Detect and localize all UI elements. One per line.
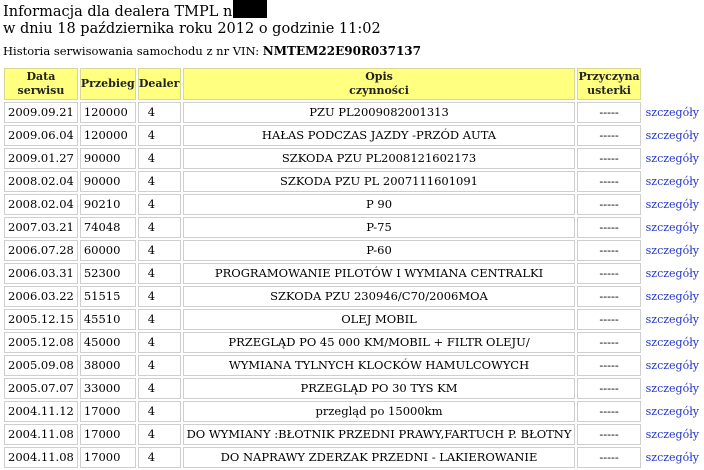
cell-dealer: 4 [138, 401, 181, 422]
details-link[interactable]: szczegóły [645, 290, 699, 303]
redacted-block [233, 0, 267, 18]
cell-dealer: 4 [138, 148, 181, 169]
cell-description: PRZEGLĄD PO 45 000 KM/MOBIL + FILTR OLEJU/ [183, 332, 576, 353]
col-header-dealer: Dealer [138, 68, 181, 100]
col-header-mileage: Przebieg [80, 68, 136, 100]
cell-dealer: 4 [138, 217, 181, 238]
cell-description: P-75 [183, 217, 576, 238]
cell-dealer: 4 [138, 263, 181, 284]
cell-date: 2005.07.07 [4, 378, 78, 399]
table-row [4, 217, 702, 238]
col-header-cause: Przyczyna usterki [577, 68, 640, 100]
cell-dealer: 4 [138, 286, 181, 307]
cell-mileage: 17000 [80, 424, 136, 445]
cell-details [643, 332, 702, 353]
cell-date: 2006.07.28 [4, 240, 78, 261]
cell-mileage: 90000 [80, 148, 136, 169]
cell-mileage: 120000 [80, 102, 136, 123]
cell-cause: ----- [577, 148, 640, 169]
cell-description: SZKODA PZU PL2008121602173 [183, 148, 576, 169]
table-row [4, 194, 702, 215]
cell-cause: ----- [577, 194, 640, 215]
history-label: Historia serwisowania samochodu z nr VIN: [3, 44, 263, 58]
cell-cause: ----- [577, 447, 640, 468]
details-link[interactable]: szczegóły [645, 152, 699, 165]
details-link[interactable]: szczegóły [645, 359, 699, 372]
cell-details [643, 263, 702, 284]
cell-description: SZKODA PZU PL 2007111601091 [183, 171, 576, 192]
cell-details [643, 378, 702, 399]
col-header-link [643, 68, 702, 100]
cell-dealer: 4 [138, 240, 181, 261]
cell-description: DO WYMIANY :BŁOTNIK PRZEDNI PRAWY,FARTUCH P. BŁOTNY [183, 424, 576, 445]
cell-date: 2005.09.08 [4, 355, 78, 376]
cell-cause: ----- [577, 263, 640, 284]
details-link[interactable]: szczegóły [645, 451, 699, 464]
details-link[interactable]: szczegóły [645, 382, 699, 395]
cell-date: 2008.02.04 [4, 171, 78, 192]
cell-cause: ----- [577, 171, 640, 192]
table-row [4, 309, 702, 330]
details-link[interactable]: szczegóły [645, 221, 699, 234]
cell-cause: ----- [577, 240, 640, 261]
table-header-row [4, 68, 702, 100]
cell-dealer: 4 [138, 355, 181, 376]
details-link[interactable]: szczegóły [645, 267, 699, 280]
details-link[interactable]: szczegóły [645, 428, 699, 441]
cell-dealer: 4 [138, 125, 181, 146]
table-row [4, 263, 702, 284]
cell-date: 2008.02.04 [4, 194, 78, 215]
cell-description: WYMIANA TYLNYCH KLOCKÓW HAMULCOWYCH [183, 355, 576, 376]
cell-mileage: 90000 [80, 171, 136, 192]
cell-mileage: 52300 [80, 263, 136, 284]
cell-details [643, 401, 702, 422]
cell-description: DO NAPRAWY ZDERZAK PRZEDNI - LAKIEROWANIE [183, 447, 576, 468]
cell-details [643, 217, 702, 238]
cell-mileage: 74048 [80, 217, 136, 238]
cell-date: 2004.11.08 [4, 447, 78, 468]
details-link[interactable]: szczegóły [645, 313, 699, 326]
cell-dealer: 4 [138, 332, 181, 353]
cell-mileage: 60000 [80, 240, 136, 261]
cell-cause: ----- [577, 378, 640, 399]
cell-date: 2009.09.21 [4, 102, 78, 123]
cell-date: 2007.03.21 [4, 217, 78, 238]
cell-date: 2005.12.15 [4, 309, 78, 330]
cell-cause: ----- [577, 355, 640, 376]
cell-date: 2005.12.08 [4, 332, 78, 353]
cell-mileage: 38000 [80, 355, 136, 376]
cell-description: PRZEGLĄD PO 30 TYS KM [183, 378, 576, 399]
cell-dealer: 4 [138, 194, 181, 215]
cell-details [643, 447, 702, 468]
table-row [4, 447, 702, 468]
cell-cause: ----- [577, 125, 640, 146]
cell-description: PROGRAMOWANIE PILOTÓW I WYMIANA CENTRALKI [183, 263, 576, 284]
cell-mileage: 33000 [80, 378, 136, 399]
cell-mileage: 45000 [80, 332, 136, 353]
cell-details [643, 102, 702, 123]
cell-details [643, 171, 702, 192]
table-row [4, 171, 702, 192]
cell-details [643, 355, 702, 376]
cell-cause: ----- [577, 424, 640, 445]
table-row [4, 424, 702, 445]
cell-cause: ----- [577, 332, 640, 353]
vin-number: NMTEM22E90R037137 [262, 44, 422, 58]
cell-date: 2006.03.22 [4, 286, 78, 307]
cell-cause: ----- [577, 102, 640, 123]
table-row [4, 240, 702, 261]
details-link[interactable]: szczegóły [645, 198, 699, 211]
cell-description: przegląd po 15000km [183, 401, 576, 422]
cell-date: 2004.11.12 [4, 401, 78, 422]
cell-date: 2009.06.04 [4, 125, 78, 146]
cell-details [643, 309, 702, 330]
details-link[interactable]: szczegóły [645, 129, 699, 142]
details-link[interactable]: szczegóły [645, 336, 699, 349]
cell-description: PZU PL2009082001313 [183, 102, 576, 123]
cell-cause: ----- [577, 286, 640, 307]
cell-mileage: 90210 [80, 194, 136, 215]
cell-dealer: 4 [138, 102, 181, 123]
header-line-1 [3, 0, 381, 21]
table-row [4, 148, 702, 169]
col-header-description: Opis czynności [183, 68, 576, 100]
cell-details [643, 194, 702, 215]
col-header-date: Data serwisu [4, 68, 78, 100]
cell-mileage: 45510 [80, 309, 136, 330]
details-link[interactable]: szczegóły [645, 106, 699, 119]
cell-mileage: 17000 [80, 401, 136, 422]
cell-date: 2006.03.31 [4, 263, 78, 284]
cell-cause: ----- [577, 401, 640, 422]
cell-description: P 90 [183, 194, 576, 215]
cell-dealer: 4 [138, 309, 181, 330]
cell-date: 2004.11.08 [4, 424, 78, 445]
table-row [4, 286, 702, 307]
cell-dealer: 4 [138, 424, 181, 445]
cell-details [643, 125, 702, 146]
cell-cause: ----- [577, 309, 640, 330]
details-link[interactable]: szczegóły [645, 175, 699, 188]
cell-cause: ----- [577, 217, 640, 238]
cell-details [643, 286, 702, 307]
cell-mileage: 17000 [80, 447, 136, 468]
cell-details [643, 424, 702, 445]
table-row [4, 378, 702, 399]
cell-dealer: 4 [138, 378, 181, 399]
cell-dealer: 4 [138, 171, 181, 192]
details-link[interactable]: szczegóły [645, 405, 699, 418]
table-row [4, 332, 702, 353]
cell-description: HAŁAS PODCZAS JAZDY -PRZÓD AUTA [183, 125, 576, 146]
cell-mileage: 120000 [80, 125, 136, 146]
cell-date: 2009.01.27 [4, 148, 78, 169]
table-row [4, 125, 702, 146]
page-header [3, 0, 381, 38]
details-link[interactable]: szczegóły [645, 244, 699, 257]
service-history-table [2, 66, 704, 470]
service-history-caption [3, 44, 421, 58]
cell-description: SZKODA PZU 230946/C70/2006MOA [183, 286, 576, 307]
cell-description: P-60 [183, 240, 576, 261]
header-line-2: w dniu 18 października roku 2012 o godzinie 11:02 [3, 21, 381, 37]
table-row [4, 102, 702, 123]
cell-description: OLEJ MOBIL [183, 309, 576, 330]
cell-dealer: 4 [138, 447, 181, 468]
table-row [4, 401, 702, 422]
cell-details [643, 240, 702, 261]
cell-mileage: 51515 [80, 286, 136, 307]
table-row [4, 355, 702, 376]
cell-details [643, 148, 702, 169]
dealer-info-text: Informacja dla dealera TMPL n [3, 4, 233, 20]
